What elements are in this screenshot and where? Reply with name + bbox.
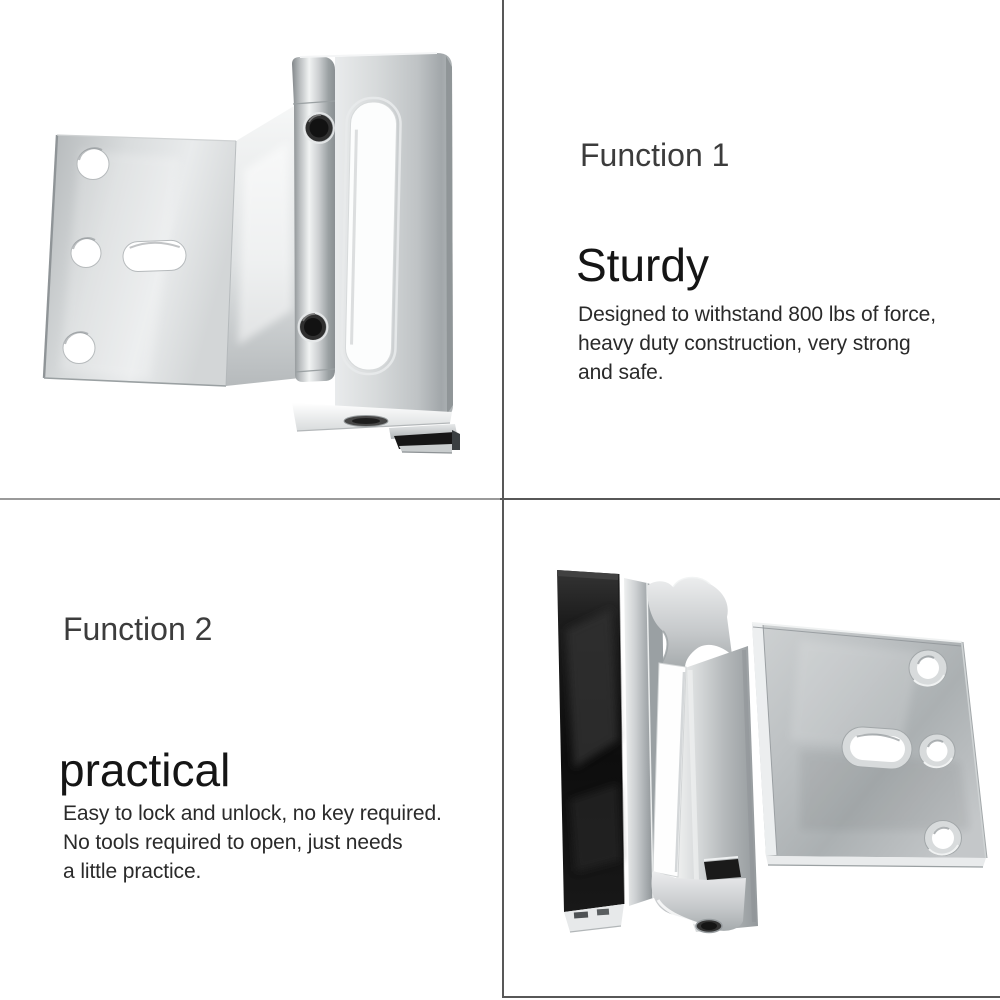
horizontal-divider (0, 498, 1000, 500)
function-1-body (578, 300, 936, 387)
bottom-right-border (502, 996, 1000, 998)
product-photo-angle-1 (0, 0, 500, 500)
section-function-1 (580, 136, 729, 174)
product-photo-angle-2 (500, 500, 1000, 1000)
section-function-2 (63, 610, 212, 648)
function-1-label: Function 1 (580, 137, 730, 173)
vertical-divider (502, 0, 504, 998)
function-2-body-line: a little practice. (63, 860, 202, 883)
function-1-headline: Sturdy (576, 239, 709, 291)
function-1-body-line: and safe. (578, 361, 664, 384)
function-1-body-line: Designed to withstand 800 lbs of force, (578, 303, 936, 326)
function-2-body-line: Easy to lock and unlock, no key required. (63, 802, 442, 825)
function-1-body-line: heavy duty construction, very strong (578, 332, 911, 355)
function-2-label: Function 2 (63, 611, 213, 647)
function-2-headline: practical (59, 744, 231, 796)
function-2-body-line: No tools required to open, just needs (63, 831, 403, 854)
function-2-body (63, 799, 442, 886)
